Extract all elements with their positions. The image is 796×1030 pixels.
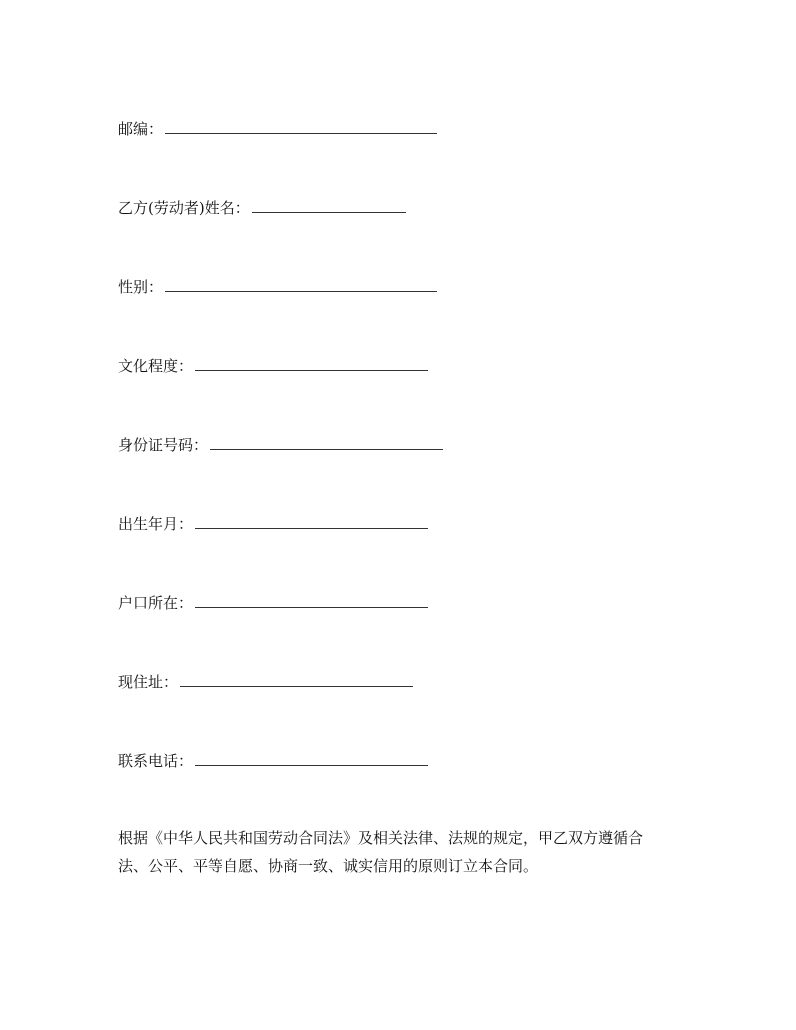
birth-date-label: 出生年月： bbox=[118, 515, 194, 533]
contract-preamble bbox=[118, 824, 678, 880]
postal-code-label: 邮编： bbox=[118, 120, 164, 138]
birth-date-field bbox=[118, 513, 428, 534]
postal-code-blank[interactable] bbox=[165, 118, 437, 134]
gender-label: 性别： bbox=[118, 278, 164, 296]
employee-name-blank[interactable] bbox=[252, 197, 406, 213]
id-number-field bbox=[118, 434, 443, 455]
education-blank[interactable] bbox=[195, 355, 428, 371]
household-registration-label: 户口所在： bbox=[118, 594, 194, 612]
gender-field bbox=[118, 276, 437, 297]
phone-blank[interactable] bbox=[195, 750, 428, 766]
id-number-blank[interactable] bbox=[210, 434, 443, 450]
employee-name-field bbox=[118, 197, 406, 218]
current-address-label: 现住址： bbox=[118, 673, 179, 691]
current-address-blank[interactable] bbox=[180, 671, 413, 687]
preamble-line-1: 根据《中华人民共和国劳动合同法》及相关法律、法规的规定，甲乙双方遵循合 bbox=[118, 829, 644, 847]
preamble-line-2: 法、公平、平等自愿、协商一致、诚实信用的原则订立本合同。 bbox=[118, 857, 539, 875]
id-number-label: 身份证号码： bbox=[118, 436, 209, 454]
postal-code-field bbox=[118, 118, 437, 139]
phone-label: 联系电话： bbox=[118, 752, 194, 770]
education-label: 文化程度： bbox=[118, 357, 194, 375]
gender-blank[interactable] bbox=[165, 276, 437, 292]
phone-field bbox=[118, 750, 428, 771]
household-registration-field bbox=[118, 592, 428, 613]
education-field bbox=[118, 355, 428, 376]
employee-name-label: 乙方(劳动者)姓名： bbox=[118, 199, 250, 217]
birth-date-blank[interactable] bbox=[195, 513, 428, 529]
household-registration-blank[interactable] bbox=[195, 592, 428, 608]
current-address-field bbox=[118, 671, 413, 692]
